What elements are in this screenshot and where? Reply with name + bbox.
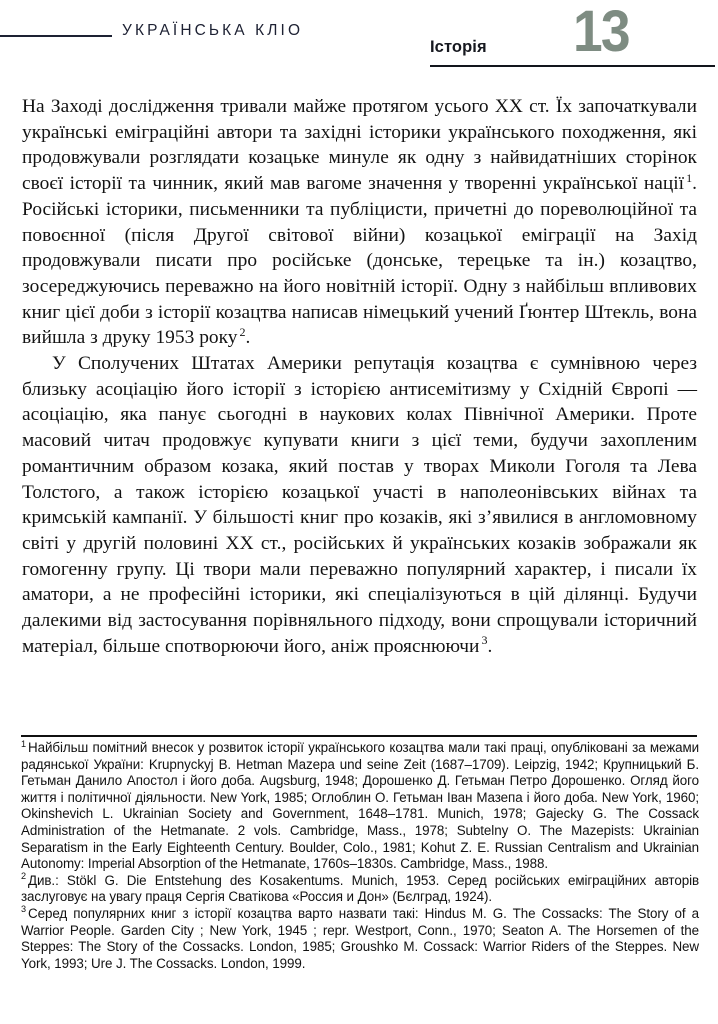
footnote-marker: 2 <box>21 871 26 882</box>
footnote-ref-3[interactable]: 3 <box>481 633 488 648</box>
header-left-rule <box>0 35 112 37</box>
footnote-text: Серед популярних книг з історії козацтва варто назвати такі: Hindus M. G. The Cossacks: The Story of a Warrior People. Garden City ; New York, 1945 ; repr. Westport, Conn., 1970; Seaton A. The Horsemen of the Steppes: The Story of the Cossacks. London, 1985; Groushko M. Cossack: Warrior Riders of the Steppes. New York, 1993; Ure J. The Cossacks. London, 1999. <box>21 905 699 971</box>
footnote-text: Найбільш помітний внесок у розвиток історії українського козацтва мали такі праці, опубліковані за межами радянської України: Krupnyckyj B. Hetman Mazepa und seine Zeit (1687–1709). Leipzig, 1942; Крупницький Б. Гетьман Данило Апостол і його доба. Augsburg, 1948; Дорошенко Д. Гетьман Петро Дорошенко. Огляд його життя і політичної діяльности. New York, 1985; Оглоблин О. Гетьман Іван Мазепа і його доба. New York, 1960; Okinshevich L. Ukrainian Society and Government, 1648–1781. Munich, 1978; Gajecky G. The Cossack Administration of the Hetmanate. 2 vols. Cambridge, Mass., 1978; Subtelny O. The Mazepists: Ukrainian Separatism in the Early Eighteenth Century. Boulder, Colo., 1981; Kohut Z. E. Russian Centralism and Ukrainian Autonomy: Imperial Absorption of the Hetmanate, 1760s–1830s. Cambridge, Mass., 1988. <box>21 740 699 872</box>
footnote-item <box>21 873 699 906</box>
section-label: Історія <box>430 38 487 56</box>
paragraph-1 <box>22 94 697 351</box>
footnote-item <box>21 740 699 873</box>
paragraph-2 <box>22 351 697 659</box>
footnotes-block <box>21 740 699 972</box>
footnote-separator <box>21 735 697 737</box>
paragraph-1-text-a: На Заході дослідження тривали майже протягом усього XX ст. Їх започаткували українські еміграційні автори та західні історики українського походження, які продовжували розглядати козацьке минуле як одну з найвидатніших сторінок своєї історії та чинник, який мав вагоме значення у творенні української нації <box>22 96 697 195</box>
footnote-ref-2[interactable]: 2 <box>239 324 246 339</box>
header-right-rule <box>430 65 715 67</box>
paragraph-1-text-c: . <box>245 327 251 349</box>
footnote-text: Див.: Stökl G. Die Entstehung des Kosakentums. Munich, 1953. Серед російських еміграційних авторів заслуговує на увагу праця Сергія Сватікова «Россия и Дон» (Бєлград, 1924). <box>21 872 699 905</box>
footnote-ref-1[interactable]: 1 <box>686 170 693 185</box>
body-text <box>22 94 697 659</box>
paragraph-2-text-b: . <box>487 635 493 657</box>
paragraph-2-text-a: У Сполучених Штатах Америки репутація козацтва є сумнівною через близьку асоціацію його історії з історією антисемітизму у Східній Європі — асоціацію, яка панує сьогодні в наукових колах Північної Америки. Проте масовий читач продовжує купувати книги з цієї теми, будучи захопленим романтичним образом козака, який постав у творах Миколи Гоголя та Лева Толстого, а також історією козацької участі в наполеонівських війнах та кримській кампанії. У більшості книг про козаків, які з’явилися в англомовному світі у другій половині XX ст., російських й українських козаків зображали як гомогенну групу. Ці твори мали переважно популярний характер, і писали їх аматори, а не професійні історики, які спеціалізуються в цій ділянці. Будучи далекими від застосування порівняльного підходу, вони спрощували історичний матеріал, більше спотворюючи його, аніж прояснюючи <box>22 353 697 657</box>
page-number: 13 <box>573 0 629 64</box>
footnote-item <box>21 906 699 972</box>
paragraph-1-text-b: . Російські історики, письменники та публіцисти, причетні до пореволюційної та повоєнної (після Другої світової війни) козацької еміграції на Захід продовжували писати про російське (донське, терецьке та ін.) козацтво, зосереджуючись переважно на його новітній історії. Одну з найбільш впливових книг цієї доби з історії козацтва написав німецький учений Ґюнтер Штекль, вона вийшла з друку 1953 року <box>22 173 697 349</box>
footnote-marker: 1 <box>21 738 26 749</box>
running-header <box>0 0 718 86</box>
footnote-marker: 3 <box>21 904 26 915</box>
series-title: УКРАЇНСЬКА КЛІО <box>122 22 304 39</box>
